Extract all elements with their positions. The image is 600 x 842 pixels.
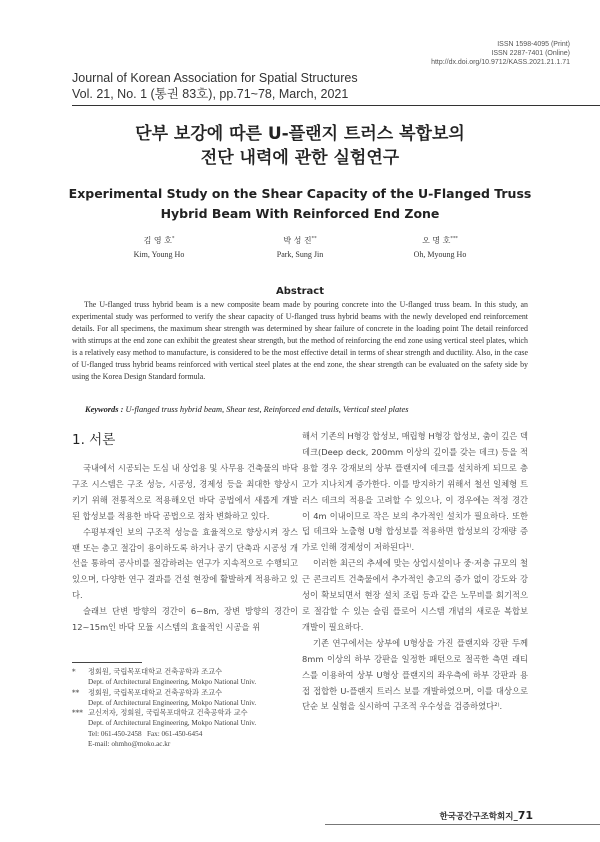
contact-fax: Fax: 061-450-6454 <box>146 729 203 738</box>
footnote-1-mark: * <box>72 667 76 676</box>
keywords-label: Keywords : <box>85 405 126 414</box>
english-title <box>0 184 600 224</box>
footnote-1 <box>72 667 312 688</box>
author-2-en: Park, Sung Jin <box>276 250 324 259</box>
footnote-3-ko: 교신저자, 정회원, 국립목포대학교 건축공학과 교수 <box>88 708 248 718</box>
author-2-mark: ** <box>311 235 317 242</box>
contact-phone-fax <box>88 729 312 739</box>
author-1 <box>84 234 234 262</box>
left-paragraph-3: 슬래브 단변 방향의 경간이 6~8m, 장변 방향의 경간이 12~15m인 바닥 모듈 시스템의 효율적인 시공을 위 <box>72 606 298 633</box>
section-heading-introduction: 1. 서론 <box>72 432 116 448</box>
doi-link[interactable]: http://dx.doi.org/10.9712/KASS.2021.21.1.71 <box>431 59 570 66</box>
journal-name: Journal of Korean Association for Spatial Structures <box>72 71 358 85</box>
abstract-heading: Abstract <box>275 286 325 297</box>
right-paragraph-3: 기존 연구에서는 상부에 U형상을 가진 플랜지와 강판 두께 8mm 이상의 하부 강판을 일정한 패턴으로 절곡한 측면 래티스를 이용하여 상부 U형상 플랜지의 좌우측에 하부 강판과 용접 접합한 U-플랜지 트러스 보를 개발하였으며, 이를 대상으로 단순 보 실험을 실시하여 구조적 우수성을 검증하였다²⁾. <box>302 637 528 712</box>
footnotes <box>72 667 312 749</box>
author-1-ko: 김 영 호 <box>143 236 172 245</box>
abstract-text: The U-flanged truss hybrid beam is a new composite beam made by pouring concrete into the U-flanged truss beam. In this study, an experimental study was performed to verify the shear capacity of U-flanged truss hybrid beams with the newly developed end reinforcement details. For all specimens, the maximum shear strength was determined by shear failure of concrete in the loading point The detail reinforced with stirrups at the end zone can exhibit the greatest shear strength, but the method of reinforcing the end zone using vertical steel plates, which is a relatively easy method to manufacture, is considered to be the most effective detail in terms of shear strength and ductility. Also, in the case of U-flanged truss hybrid beams reinforced with vertical steel plates at the end zone, the shear strength can be evaluated on the safety side by using the Korea Design Standard formula. <box>72 300 528 381</box>
author-1-en: Kim, Young Ho <box>133 250 185 259</box>
author-3-en: Oh, Myoung Ho <box>413 250 467 259</box>
journal-volume: Vol. 21, No. 1 (통권 83호), pp.71~78, March, 2021 <box>72 87 349 101</box>
right-paragraph-1: 해서 기존의 H형강 합성보, 매립형 H형강 합성보, 춤이 깊은 덱 데크(Deep deck, 200mm 이상의 깊이를 갖는 데크) 등을 적용할 경우 강재보의 상부 플랜지에 데크를 설치하게 되므로 층고가 지나치게 증가한다. 이를 방지하기 위해서 철선 일체형 트러스 데크의 적용을 고려할 수 있으나, 이 경우에는 적정 경간이 4m 이내이므로 작은 보의 추가적인 설치가 필요하다. 또한 덥 데크와 노출형 U형 합성보를 적용하면 합성보의 강재량 증가로 인해 경제성이 저하된다¹⁾. <box>302 431 528 553</box>
footnote-2-en: Dept. of Architectural Engineering, Mokpo National Univ. <box>88 698 257 707</box>
author-2-ko: 박 성 진 <box>283 236 312 245</box>
left-paragraph-1: 국내에서 시공되는 도심 내 상업용 및 사무용 건축물의 바닥 구조 시스템은 구조 성능, 시공성, 경제성 등을 최대한 향상시키기 위해 전통적으로 적용해오던 바닥 공법에서 새롭게 개발된 합성보를 적용한 바닥 공법으로 점차 변화하고 있다. <box>72 463 298 521</box>
english-title-line1: Experimental Study on the Shear Capacity of the U-Flanged Truss <box>68 186 532 201</box>
issn-online: ISSN 2287-7401 (Online) <box>491 50 570 57</box>
footnote-3-mark: *** <box>72 708 83 718</box>
contact-email[interactable]: E-mail: ohmho@moko.ac.kr <box>88 740 171 749</box>
author-3-mark: *** <box>450 235 458 242</box>
footnote-2-ko: 정회원, 국립목포대학교 건축공학과 조교수 <box>88 687 223 697</box>
footer-separator: _ <box>513 812 518 822</box>
footer-rule <box>325 824 600 825</box>
issn-print: ISSN 1598-4095 (Print) <box>497 41 570 48</box>
footnote-3 <box>72 708 312 749</box>
right-column <box>302 429 528 715</box>
right-paragraph-2: 이러한 최근의 추세에 맞는 상업시설이나 중·저층 규모의 철근 콘크리트 건축물에서 추가적인 층고의 증가 없이 강도와 강성이 확보되면서 현장 설치 조립 등과 같은 노무비를 회기적으로 절감할 수 있는 슬림 플로어 시스템 개념의 새로운 복합보 개발이 필요하다. <box>302 558 528 632</box>
footnote-3-en: Dept. of Architectural Engineering, Mokpo National Univ. <box>88 719 257 728</box>
header-rule <box>72 105 600 106</box>
footnote-2-mark: ** <box>72 687 80 697</box>
journal-header <box>72 70 358 102</box>
footnote-rule <box>72 662 142 663</box>
author-3-ko: 오 명 호 <box>422 236 451 245</box>
keywords-line <box>85 405 408 414</box>
author-2 <box>225 234 375 262</box>
footnote-2 <box>72 688 312 709</box>
contact-tel: Tel: 061-450-2458 <box>88 729 142 738</box>
left-paragraph-2: 수평부재인 보의 구조적 성능을 효율적으로 향상시켜 장스팬 또는 층고 절감이 용이하도록 하거나 공기 단축과 시공성 개선을 통하여 공사비를 절감하려는 연구가 지속적으로 수행되고 있으며, 다양한 연구 결과를 건설 현장에 활발하게 적용하고 있다. <box>72 526 298 601</box>
english-title-line2: Hybrid Beam With Reinforced End Zone <box>160 206 440 221</box>
page-number: 71 <box>517 809 533 822</box>
footnote-1-en: Dept. of Architectural Engineering, Mokpo National Univ. <box>88 678 257 687</box>
issn-block <box>431 40 570 67</box>
author-3 <box>365 234 515 262</box>
footnote-1-ko: 정회원, 국립목포대학교 건축공학과 조교수 <box>88 667 223 676</box>
page-footer <box>440 809 533 822</box>
korean-title-line2: 전단 내력에 관한 실험연구 <box>200 148 400 168</box>
footer-journal-name: 한국공간구조학회지 <box>439 812 514 822</box>
author-1-mark: * <box>171 235 175 242</box>
left-column <box>72 461 298 636</box>
korean-title <box>0 122 600 170</box>
keywords-text: U-flanged truss hybrid beam, Shear test, Reinforced end details, Vertical steel plates <box>125 405 409 414</box>
korean-title-line1: 단부 보강에 따른 U-플랜지 트러스 복합보의 <box>135 124 465 144</box>
